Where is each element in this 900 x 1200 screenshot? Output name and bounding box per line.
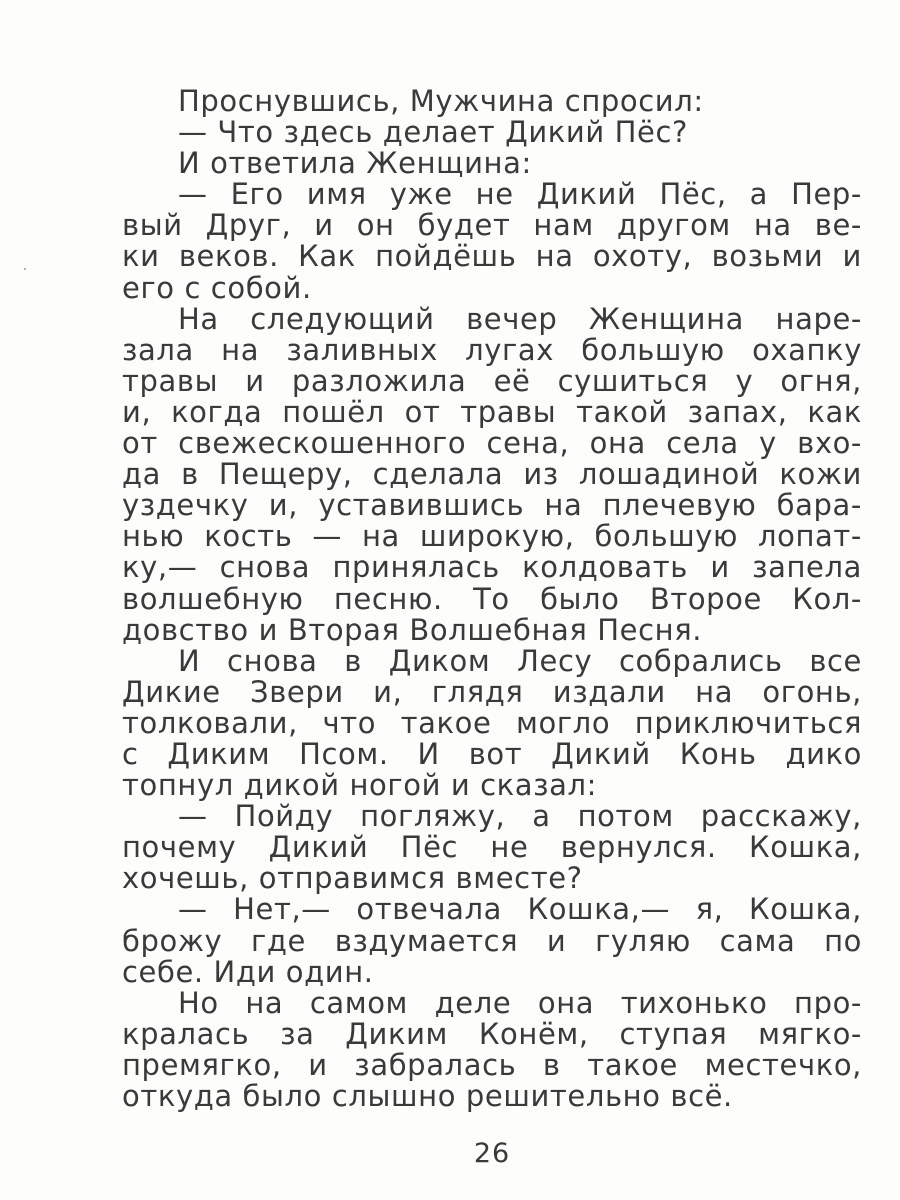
text-line: — Нет,— отвечала Кошка,— я, Кошка, [178, 892, 862, 927]
text-line: волшебную песню. То было Второе Кол- [122, 581, 862, 616]
text-line: толковали, что такое могло приключиться [122, 705, 862, 740]
text-line: почему Дикий Пёс не вернулся. Кошка, [122, 830, 862, 865]
text-line: топнул дикой ногой и сказал: [122, 768, 598, 803]
body-text [122, 86, 862, 1112]
text-line: хочешь, отправимся вместе? [122, 861, 583, 896]
text-line: — Что здесь делает Дикий Пёс? [178, 115, 688, 150]
page-number: 26 [473, 1138, 511, 1169]
text-line: и, когда пошёл от травы такой запах, как [122, 394, 862, 429]
text-line: от свежескошенного сена, она села у вхо- [122, 426, 862, 461]
text-line: И ответила Женщина: [178, 146, 532, 181]
text-line: с Диким Псом. И вот Дикий Конь дико [122, 736, 862, 771]
text-line: откуда было слышно решительно всё. [122, 1079, 733, 1113]
text-line: Дикие Звери и, глядя издали на огонь, [122, 674, 862, 709]
text-line: нью кость — на широкую, большую лопат- [122, 519, 862, 554]
text-line: брожу где вздумается и гуляю сама по [122, 923, 862, 958]
text-line: зала на заливных лугах большую охапку [122, 332, 862, 367]
text-line: вый Друг, и он будет нам другом на ве- [122, 208, 862, 243]
text-line: кралась за Диким Конём, ступая мягко- [122, 1016, 862, 1051]
text-line: На следующий вечер Женщина наре- [178, 301, 862, 336]
text-line: — Пойду погляжу, а потом расскажу, [178, 799, 862, 834]
text-line: ку,— снова принялась колдовать и запела [122, 550, 862, 585]
text-line: довство и Вторая Волшебная Песня. [122, 612, 703, 647]
text-line: премягко, и забралась в такое местечко, [122, 1047, 862, 1082]
text-line: да в Пещеру, сделала из лошадиной кожи [122, 457, 862, 492]
text-line: его с собой. [122, 270, 312, 305]
scan-speck [24, 268, 26, 270]
text-line: Но на самом деле она тихонько про- [178, 985, 862, 1020]
text-line: травы и разложила её сушиться у огня, [122, 363, 862, 398]
text-line: уздечку и, уставившись на плечевую бара- [122, 488, 862, 523]
text-line: И снова в Диком Лесу собрались все [178, 643, 862, 678]
text-line: — Его имя уже не Дикий Пёс, а Пер- [178, 177, 862, 212]
text-line: себе. Иди один. [122, 954, 374, 989]
text-line: Проснувшись, Мужчина спросил: [178, 84, 704, 118]
text-line: ки веков. Как пойдёшь на охоту, возьми и [122, 239, 862, 274]
